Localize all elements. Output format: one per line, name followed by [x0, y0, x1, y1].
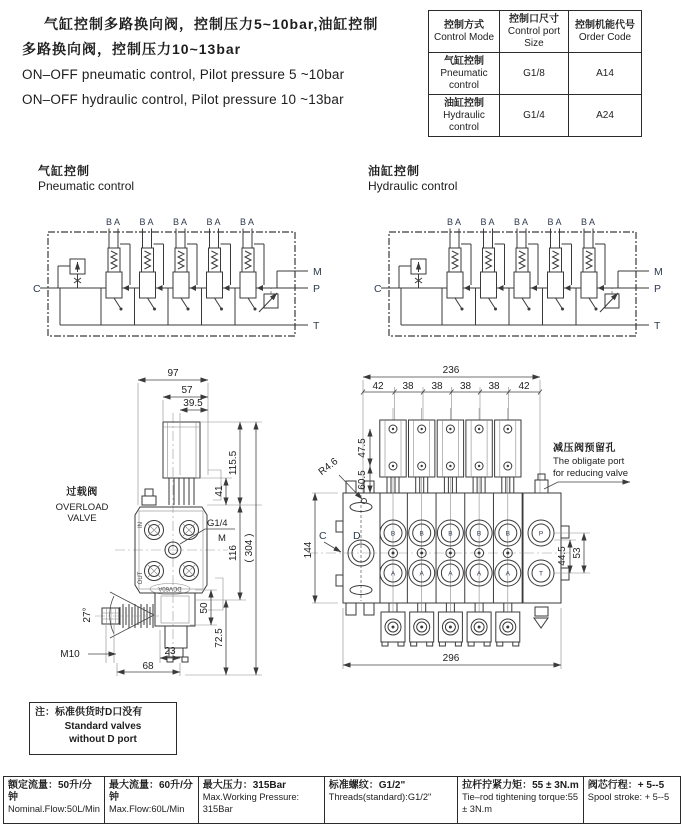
- note-line-1: 注：标准供货时D口没有: [35, 707, 143, 718]
- order-table-header-mode: 控制方式 Control Mode: [429, 11, 500, 53]
- dim-r4-6: R4.6: [316, 456, 341, 478]
- port-label-c: C: [319, 530, 327, 542]
- dim-60-5: 60.5: [357, 470, 368, 490]
- dim-seg-38b: 38: [431, 381, 443, 392]
- port-label-m: M: [313, 266, 322, 278]
- dim-seg-42a: 42: [372, 381, 384, 392]
- dim-23: 23: [164, 646, 176, 657]
- intro-text: [22, 12, 427, 112]
- bolt-circles: [145, 521, 199, 581]
- cell-port-hydraulic: G1/4: [500, 95, 569, 137]
- side-view-drawing: [30, 363, 330, 693]
- overload-valve-label-zh: 过载阀: [66, 487, 98, 498]
- pneumatic-schematic-title: 气缸控制 Pneumatic control: [38, 164, 135, 193]
- spec-max-flow: 最大流量：60升/分钟 Max.Flow:60L/Min: [104, 777, 198, 824]
- cell-mode-pneumatic: 气缸控制 Pneumatic control: [429, 53, 500, 95]
- dim-m: M: [218, 533, 226, 544]
- order-code-table: [428, 10, 642, 137]
- dim-m10: M10: [60, 649, 80, 660]
- port-label-m: M: [654, 266, 663, 278]
- port-label-d: D: [353, 530, 361, 542]
- hydraulic-schematic-title: 油缸控制 Hydraulic control: [368, 164, 458, 193]
- port-label-c: C: [33, 283, 41, 295]
- dim-50: 50: [199, 602, 210, 614]
- dim-115-5: 115.5: [228, 450, 239, 476]
- dim-seg-38a: 38: [402, 381, 414, 392]
- pneumatic-schematic-diagram: BA C M P T: [30, 212, 340, 344]
- note-line-2: Standard valves: [64, 720, 142, 732]
- reducing-port-note-en1: The obligate port: [553, 456, 625, 467]
- cell-code-hydraulic: A24: [569, 95, 642, 137]
- port-label-p: P: [538, 530, 544, 538]
- cell-mode-hydraulic: 油缸控制 Hydraulic control: [429, 95, 500, 137]
- hydraulic-schematic-diagram: [371, 212, 681, 344]
- dim-39-5: 39.5: [183, 398, 203, 409]
- relief-valve-symbol-right: [259, 288, 278, 312]
- dim-g14: G1/4: [207, 518, 228, 529]
- cell-code-pneumatic: A14: [569, 53, 642, 95]
- port-label-t: T: [313, 320, 320, 332]
- relief-valve-symbol: [399, 259, 426, 288]
- port-label-t: T: [539, 570, 543, 578]
- relief-valve-symbol-right: [600, 288, 619, 312]
- overload-valve-label-en2: VALVE: [67, 513, 97, 524]
- dim-44-5: 44.5: [557, 546, 568, 566]
- front-view-drawing: B A 236 42 38 38 38 38 42 D C P T 减压阀预留孔 The obligate port for reducing valve R4.6 47.5 60.5 144 44.5 53 296: [308, 363, 681, 683]
- dim-144: 144: [303, 541, 314, 559]
- port-label-in: IN: [138, 522, 144, 528]
- port-label-c: C: [374, 283, 382, 295]
- dim-27deg: 27°: [82, 607, 93, 623]
- port-label-t: T: [654, 320, 661, 332]
- intro-line-zh1: 气缸控制多路换向阀，控制压力5~10bar,油缸控制: [44, 16, 379, 32]
- port-label-p: P: [313, 283, 321, 295]
- reducing-port-note-en2: for reducing valve: [553, 468, 628, 479]
- dim-116: 116: [228, 545, 239, 561]
- spec-nominal-flow: 额定流量：50升/分钟 Nominal.Flow:50L/Min: [4, 777, 105, 824]
- dim-97: 97: [167, 368, 179, 379]
- intro-line-zh2: 多路换向阀，控制压力10~13bar: [22, 41, 242, 57]
- order-table-header-code: 控制机能代号 Order Code: [569, 11, 642, 53]
- dim-68: 68: [142, 661, 154, 672]
- note-line-3: without D port: [69, 734, 137, 745]
- cell-port-pneumatic: G1/8: [500, 53, 569, 95]
- dim-72-5: 72.5: [214, 628, 225, 648]
- spec-footer-table: [3, 776, 681, 824]
- dim-236: 236: [442, 365, 460, 376]
- reducing-port-note-zh: 减压阀预留孔: [553, 443, 616, 454]
- overload-valve-label-en1: OVERLOAD: [55, 502, 109, 513]
- intro-line-en1: ON–OFF pneumatic control, Pilot pressure 5 ~10bar: [22, 67, 345, 82]
- dim-47-5: 47.5: [357, 438, 368, 458]
- intro-line-en2: ON–OFF hydraulic control, Pilot pressure 10 ~13bar: [22, 92, 344, 107]
- table-row: [429, 95, 642, 137]
- spec-max-pressure: 最大压力：315Bar Max.Working Pressure: 315Bar: [198, 777, 324, 824]
- dim-seg-38c: 38: [459, 381, 472, 392]
- dim-57: 57: [181, 385, 193, 396]
- model-text: DCV60A: [158, 585, 182, 591]
- spec-threads: 标准螺纹：G1/2" Threads(standard):G1/2": [324, 777, 457, 824]
- port-label-p: P: [654, 283, 662, 295]
- table-row: [429, 53, 642, 95]
- order-table-header-port: 控制口尺寸 Control port Size: [500, 11, 569, 53]
- dim-41: 41: [214, 485, 225, 497]
- dim-304: ( 304 ): [244, 533, 255, 563]
- dim-seg-38d: 38: [488, 381, 500, 392]
- standard-supply-note: [29, 702, 177, 755]
- spec-tierod-torque: 拉杆拧紧力矩：55 ± 3N.m Tie–rod tightening torque:55 ± 3N.m: [458, 777, 584, 824]
- dim-seg-42b: 42: [518, 381, 530, 392]
- spec-spool-stroke: 阀芯行程：+ 5--5 Spool stroke: + 5--5: [583, 777, 680, 824]
- relief-valve-symbol: [58, 259, 85, 288]
- dim-296: 296: [442, 653, 460, 664]
- dim-53: 53: [572, 547, 583, 559]
- port-label-out: OUT: [138, 571, 144, 585]
